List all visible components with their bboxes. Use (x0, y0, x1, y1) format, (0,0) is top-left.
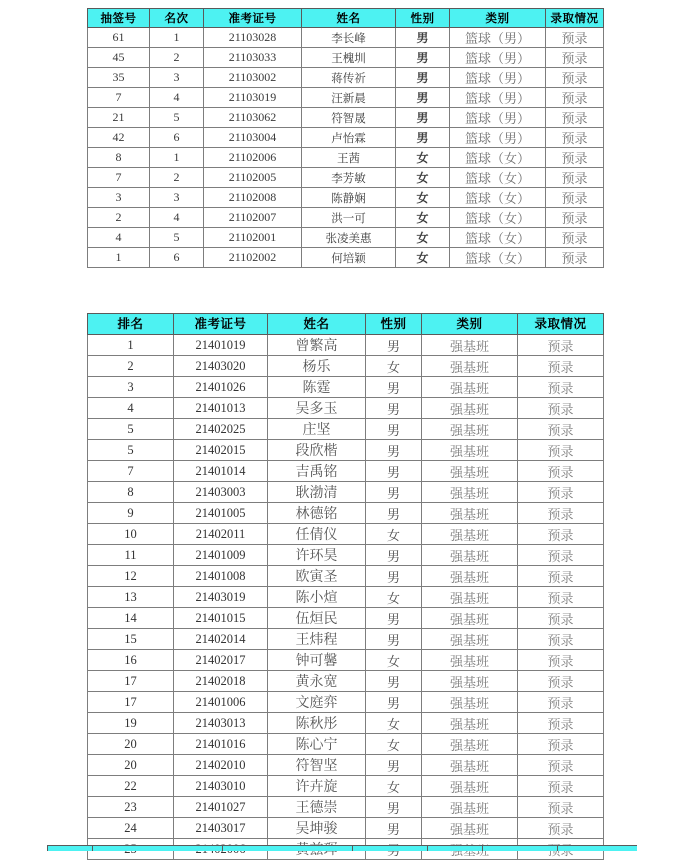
cell-sex: 女 (396, 248, 450, 268)
table-row (88, 608, 604, 629)
cell-category: 强基班 (422, 650, 518, 671)
cell-exam_id: 21103019 (204, 88, 302, 108)
cell-sex: 男 (396, 68, 450, 88)
cell-name: 文庭弈 (268, 692, 366, 713)
cell-category: 强基班 (422, 440, 518, 461)
cell-status: 预录 (546, 228, 604, 248)
cell-status: 预录 (546, 68, 604, 88)
table-row (88, 398, 604, 419)
column-header-draw-no: 抽签号 (88, 9, 150, 28)
table-row (88, 671, 604, 692)
cell-rank: 13 (88, 587, 174, 608)
cell-status: 预录 (518, 503, 604, 524)
cell-category: 篮球（男） (450, 28, 546, 48)
cell-rank: 4 (150, 208, 204, 228)
cell-rank: 5 (150, 228, 204, 248)
cell-rank: 23 (88, 797, 174, 818)
cell-exam_id: 21102001 (204, 228, 302, 248)
cell-draw_no: 35 (88, 68, 150, 88)
cell-category: 篮球（男） (450, 88, 546, 108)
cell-draw_no: 61 (88, 28, 150, 48)
table-row (88, 482, 604, 503)
cell-category: 篮球（女） (450, 208, 546, 228)
cell-name: 王槐圳 (302, 48, 396, 68)
cell-name: 王炜程 (268, 629, 366, 650)
cell-name: 陈秋彤 (268, 713, 366, 734)
cell-name: 何培颖 (302, 248, 396, 268)
cell-category: 强基班 (422, 335, 518, 356)
column-header-name: 姓名 (302, 9, 396, 28)
cell-name: 吴多玉 (268, 398, 366, 419)
column-header-status: 录取情况 (546, 9, 604, 28)
cell-rank: 3 (150, 188, 204, 208)
cell-sex: 女 (366, 524, 422, 545)
cell-sex: 男 (366, 797, 422, 818)
column-header-rank: 排名 (88, 314, 174, 335)
cell-sex: 女 (396, 148, 450, 168)
cell-sex: 女 (366, 356, 422, 377)
cell-category: 篮球（女） (450, 228, 546, 248)
cell-status: 预录 (518, 776, 604, 797)
cell-status: 预录 (518, 461, 604, 482)
next-table-header-partial (47, 845, 637, 851)
cell-name: 陈小煊 (268, 587, 366, 608)
cell-sex: 男 (396, 48, 450, 68)
cell-exam_id: 21103004 (204, 128, 302, 148)
cell-name: 陈心宁 (268, 734, 366, 755)
cell-category: 强基班 (422, 419, 518, 440)
table-row (88, 713, 604, 734)
column-header-partial-6 (483, 846, 558, 852)
cell-status: 预录 (518, 587, 604, 608)
cell-exam_id: 21402025 (174, 419, 268, 440)
cell-rank: 22 (88, 776, 174, 797)
table-row (88, 208, 604, 228)
cell-name: 钟可馨 (268, 650, 366, 671)
cell-status: 预录 (546, 208, 604, 228)
cell-rank: 4 (88, 398, 174, 419)
cell-rank: 1 (88, 335, 174, 356)
cell-name: 李长峰 (302, 28, 396, 48)
cell-sex: 女 (366, 650, 422, 671)
column-header-name: 姓名 (268, 314, 366, 335)
table-row (88, 461, 604, 482)
cell-draw_no: 7 (88, 168, 150, 188)
cell-name: 卢怡霖 (302, 128, 396, 148)
cell-status: 预录 (546, 168, 604, 188)
cell-exam_id: 21402017 (174, 650, 268, 671)
cell-draw_no: 1 (88, 248, 150, 268)
cell-exam_id: 21403010 (174, 776, 268, 797)
table-row (88, 755, 604, 776)
cell-rank: 5 (150, 108, 204, 128)
cell-name: 任倩仪 (268, 524, 366, 545)
cell-sex: 男 (366, 608, 422, 629)
cell-rank: 11 (88, 545, 174, 566)
cell-draw_no: 21 (88, 108, 150, 128)
cell-sex: 女 (366, 776, 422, 797)
cell-exam_id: 21401008 (174, 566, 268, 587)
column-header-partial-4 (353, 846, 428, 852)
cell-draw_no: 45 (88, 48, 150, 68)
cell-sex: 男 (366, 545, 422, 566)
cell-name: 洪一可 (302, 208, 396, 228)
cell-sex: 男 (366, 335, 422, 356)
cell-name: 王德崇 (268, 797, 366, 818)
cell-exam_id: 21102007 (204, 208, 302, 228)
cell-rank: 9 (88, 503, 174, 524)
cell-draw_no: 7 (88, 88, 150, 108)
table-row (88, 128, 604, 148)
table-row (88, 377, 604, 398)
cell-rank: 19 (88, 713, 174, 734)
table-row (88, 88, 604, 108)
cell-category: 篮球（女） (450, 248, 546, 268)
cell-rank: 4 (150, 88, 204, 108)
column-header-category: 类别 (450, 9, 546, 28)
cell-exam_id: 21402014 (174, 629, 268, 650)
cell-draw_no: 8 (88, 148, 150, 168)
table-row (88, 776, 604, 797)
cell-sex: 男 (366, 671, 422, 692)
table-row (88, 587, 604, 608)
cell-rank: 2 (88, 356, 174, 377)
cell-status: 预录 (518, 524, 604, 545)
cell-rank: 17 (88, 671, 174, 692)
cell-rank: 5 (88, 440, 174, 461)
column-header-exam-id: 准考证号 (174, 314, 268, 335)
cell-exam_id: 21401015 (174, 608, 268, 629)
cell-sex: 男 (396, 28, 450, 48)
table-header-row (48, 846, 638, 852)
table-row (88, 168, 604, 188)
cell-name: 林德铭 (268, 503, 366, 524)
cell-category: 强基班 (422, 692, 518, 713)
table-row (88, 692, 604, 713)
cell-exam_id: 21402015 (174, 440, 268, 461)
cell-name: 张凌美惠 (302, 228, 396, 248)
column-header-rank: 名次 (150, 9, 204, 28)
cell-sex: 男 (366, 377, 422, 398)
column-header-exam-id: 准考证号 (204, 9, 302, 28)
column-header-sex: 性别 (366, 314, 422, 335)
cell-status: 预录 (518, 734, 604, 755)
cell-status: 预录 (546, 28, 604, 48)
table-header-row (88, 314, 604, 335)
cell-status: 预录 (518, 629, 604, 650)
cell-status: 预录 (518, 419, 604, 440)
column-header-partial-5 (428, 846, 483, 852)
cell-category: 篮球（女） (450, 188, 546, 208)
cell-category: 篮球（男） (450, 108, 546, 128)
cell-rank: 15 (88, 629, 174, 650)
cell-category: 强基班 (422, 482, 518, 503)
column-header-partial-2 (93, 846, 223, 852)
cell-category: 强基班 (422, 566, 518, 587)
table-row (88, 248, 604, 268)
cell-draw_no: 42 (88, 128, 150, 148)
cell-rank: 12 (88, 566, 174, 587)
qiangji-table-body (88, 335, 604, 860)
cell-sex: 男 (396, 128, 450, 148)
cell-exam_id: 21402018 (174, 671, 268, 692)
cell-exam_id: 21401027 (174, 797, 268, 818)
cell-category: 强基班 (422, 797, 518, 818)
table-row (88, 28, 604, 48)
basketball-admission-table (87, 8, 604, 268)
cell-sex: 女 (396, 208, 450, 228)
basketball-table-container (87, 8, 604, 268)
cell-status: 预录 (518, 755, 604, 776)
cell-sex: 男 (396, 88, 450, 108)
cell-category: 强基班 (422, 671, 518, 692)
cell-category: 篮球（女） (450, 168, 546, 188)
cell-rank: 6 (150, 128, 204, 148)
cell-exam_id: 21102008 (204, 188, 302, 208)
cell-sex: 女 (366, 713, 422, 734)
cell-category: 强基班 (422, 545, 518, 566)
cell-exam_id: 21403020 (174, 356, 268, 377)
cell-category: 篮球（男） (450, 48, 546, 68)
cell-rank: 8 (88, 482, 174, 503)
cell-status: 预录 (518, 356, 604, 377)
cell-exam_id: 21103033 (204, 48, 302, 68)
table-row (88, 440, 604, 461)
table-row (88, 503, 604, 524)
cell-draw_no: 3 (88, 188, 150, 208)
cell-status: 预录 (518, 335, 604, 356)
cell-status: 预录 (518, 818, 604, 839)
cell-sex: 男 (366, 692, 422, 713)
cell-rank: 20 (88, 734, 174, 755)
cell-rank: 7 (88, 461, 174, 482)
cell-name: 庄坚 (268, 419, 366, 440)
cell-category: 强基班 (422, 608, 518, 629)
cell-name: 吉禹铭 (268, 461, 366, 482)
table-row (88, 108, 604, 128)
cell-sex: 女 (396, 228, 450, 248)
table-row (88, 68, 604, 88)
table-row (88, 188, 604, 208)
cell-rank: 1 (150, 28, 204, 48)
cell-sex: 男 (366, 398, 422, 419)
cell-status: 预录 (518, 608, 604, 629)
cell-rank: 6 (150, 248, 204, 268)
cell-status: 预录 (518, 671, 604, 692)
cell-name: 许卉旋 (268, 776, 366, 797)
table-row (88, 419, 604, 440)
cell-status: 预录 (518, 713, 604, 734)
table-row (88, 734, 604, 755)
qiangji-class-admission-table (87, 313, 604, 860)
cell-category: 强基班 (422, 461, 518, 482)
cell-category: 强基班 (422, 587, 518, 608)
cell-draw_no: 4 (88, 228, 150, 248)
cell-exam_id: 21402010 (174, 755, 268, 776)
table-row (88, 524, 604, 545)
cell-name: 陈静娴 (302, 188, 396, 208)
cell-name: 曾繁高 (268, 335, 366, 356)
cell-exam_id: 21401026 (174, 377, 268, 398)
cell-status: 预录 (518, 440, 604, 461)
table-header-row (88, 9, 604, 28)
cell-rank: 3 (150, 68, 204, 88)
cell-sex: 男 (366, 419, 422, 440)
cell-category: 强基班 (422, 503, 518, 524)
cell-rank: 1 (150, 148, 204, 168)
cell-sex: 女 (396, 168, 450, 188)
cell-category: 篮球（男） (450, 68, 546, 88)
cell-sex: 男 (366, 629, 422, 650)
cell-category: 篮球（男） (450, 128, 546, 148)
table-row (88, 650, 604, 671)
cell-sex: 男 (366, 503, 422, 524)
cell-category: 强基班 (422, 734, 518, 755)
cell-sex: 女 (366, 734, 422, 755)
cell-rank: 5 (88, 419, 174, 440)
cell-exam_id: 21103002 (204, 68, 302, 88)
cell-rank: 2 (150, 168, 204, 188)
cell-sex: 女 (366, 587, 422, 608)
table-row (88, 797, 604, 818)
table-row (88, 818, 604, 839)
cell-name: 符智晟 (302, 108, 396, 128)
cell-sex: 男 (396, 108, 450, 128)
cell-name: 欧寅圣 (268, 566, 366, 587)
cell-category: 篮球（女） (450, 148, 546, 168)
cell-name: 耿渤清 (268, 482, 366, 503)
column-header-partial-3 (223, 846, 353, 852)
cell-exam_id: 21103062 (204, 108, 302, 128)
cell-status: 预录 (546, 188, 604, 208)
cell-sex: 男 (366, 482, 422, 503)
cell-exam_id: 21402011 (174, 524, 268, 545)
cell-status: 预录 (518, 566, 604, 587)
cell-exam_id: 21401006 (174, 692, 268, 713)
table-row (88, 48, 604, 68)
cell-rank: 17 (88, 692, 174, 713)
table-row (88, 228, 604, 248)
cell-exam_id: 21403019 (174, 587, 268, 608)
table-row (88, 545, 604, 566)
cell-exam_id: 21401005 (174, 503, 268, 524)
cell-sex: 男 (366, 818, 422, 839)
next-table-container (47, 845, 637, 851)
cell-name: 陈霆 (268, 377, 366, 398)
cell-exam_id: 21102006 (204, 148, 302, 168)
cell-category: 强基班 (422, 818, 518, 839)
cell-status: 预录 (546, 48, 604, 68)
cell-rank: 24 (88, 818, 174, 839)
cell-exam_id: 21401009 (174, 545, 268, 566)
cell-exam_id: 21401019 (174, 335, 268, 356)
cell-sex: 男 (366, 755, 422, 776)
cell-status: 预录 (546, 88, 604, 108)
cell-name: 符智坚 (268, 755, 366, 776)
column-header-sex: 性别 (396, 9, 450, 28)
cell-category: 强基班 (422, 398, 518, 419)
cell-draw_no: 2 (88, 208, 150, 228)
cell-rank: 20 (88, 755, 174, 776)
cell-exam_id: 21102002 (204, 248, 302, 268)
cell-name: 王茜 (302, 148, 396, 168)
cell-exam_id: 21102005 (204, 168, 302, 188)
cell-name: 汪新晨 (302, 88, 396, 108)
table-row (88, 148, 604, 168)
table-row (88, 566, 604, 587)
column-header-category: 类别 (422, 314, 518, 335)
cell-sex: 女 (396, 188, 450, 208)
column-header-status: 录取情况 (518, 314, 604, 335)
cell-exam_id: 21401013 (174, 398, 268, 419)
cell-rank: 3 (88, 377, 174, 398)
cell-status: 预录 (518, 377, 604, 398)
cell-sex: 男 (366, 440, 422, 461)
cell-status: 预录 (518, 650, 604, 671)
table-row (88, 629, 604, 650)
cell-name: 李芳敏 (302, 168, 396, 188)
cell-sex: 男 (366, 566, 422, 587)
cell-category: 强基班 (422, 524, 518, 545)
cell-name: 杨乐 (268, 356, 366, 377)
cell-rank: 16 (88, 650, 174, 671)
cell-exam_id: 21103028 (204, 28, 302, 48)
cell-category: 强基班 (422, 713, 518, 734)
cell-status: 预录 (546, 248, 604, 268)
cell-name: 吴坤骏 (268, 818, 366, 839)
cell-status: 预录 (518, 797, 604, 818)
cell-status: 预录 (546, 128, 604, 148)
cell-name: 伍烜民 (268, 608, 366, 629)
cell-status: 预录 (518, 398, 604, 419)
cell-rank: 14 (88, 608, 174, 629)
column-header-partial-1 (48, 846, 93, 852)
cell-status: 预录 (518, 692, 604, 713)
cell-category: 强基班 (422, 755, 518, 776)
cell-status: 预录 (518, 482, 604, 503)
cell-exam_id: 21403003 (174, 482, 268, 503)
table-row (88, 335, 604, 356)
cell-status: 预录 (546, 148, 604, 168)
cell-exam_id: 21401014 (174, 461, 268, 482)
cell-status: 预录 (546, 108, 604, 128)
cell-category: 强基班 (422, 356, 518, 377)
qiangji-table-container (87, 313, 604, 860)
cell-name: 蒋传祈 (302, 68, 396, 88)
cell-category: 强基班 (422, 629, 518, 650)
column-header-partial-7 (558, 846, 638, 852)
cell-exam_id: 21403013 (174, 713, 268, 734)
cell-sex: 男 (366, 461, 422, 482)
basketball-table-body (88, 28, 604, 268)
cell-name: 段欣楷 (268, 440, 366, 461)
cell-category: 强基班 (422, 776, 518, 797)
cell-name: 许环昊 (268, 545, 366, 566)
cell-status: 预录 (518, 545, 604, 566)
cell-exam_id: 21403017 (174, 818, 268, 839)
cell-name: 黄永宽 (268, 671, 366, 692)
cell-rank: 10 (88, 524, 174, 545)
cell-rank: 2 (150, 48, 204, 68)
table-row (88, 356, 604, 377)
cell-exam_id: 21401016 (174, 734, 268, 755)
cell-category: 强基班 (422, 377, 518, 398)
